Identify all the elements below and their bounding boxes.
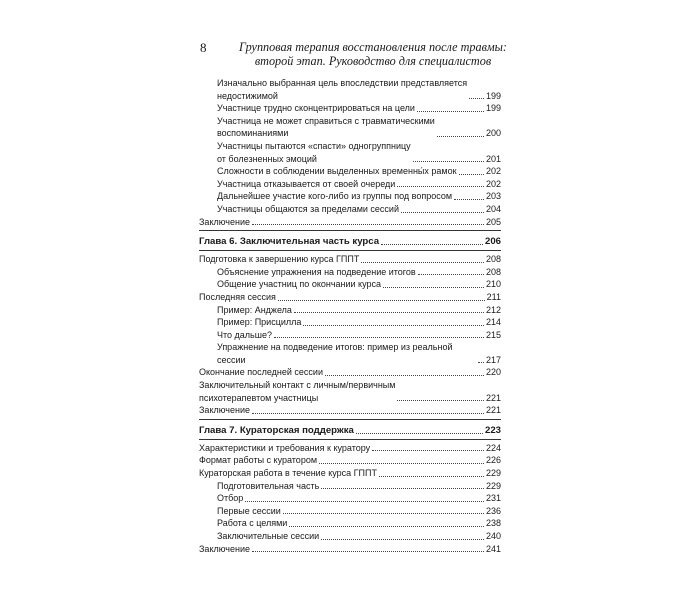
- dot-leader: [469, 98, 484, 99]
- toc-chapter-heading: [199, 235, 501, 248]
- toc-entry: [199, 329, 501, 342]
- toc-entry-title: Последняя сессия: [199, 291, 276, 302]
- divider: [199, 439, 501, 440]
- toc-entry-page: 220: [485, 367, 501, 378]
- toc-entry-page: 215: [485, 329, 501, 340]
- toc-entry-page: 202: [485, 166, 501, 177]
- toc-entry-title: Подготовка к завершению курса ГППТ: [199, 254, 360, 265]
- dot-leader: [321, 539, 484, 540]
- toc-chapter-page: 206: [484, 236, 501, 248]
- toc-entry: [199, 304, 501, 317]
- dot-leader: [356, 433, 483, 434]
- toc-entry: [199, 492, 501, 505]
- toc-entry-title: Заключение: [199, 216, 250, 227]
- dot-leader: [478, 362, 484, 363]
- dot-leader: [401, 212, 484, 213]
- toc-entry-title: Характеристики и требования к куратору: [199, 442, 371, 453]
- toc-entry-page: 214: [485, 317, 501, 328]
- dot-leader: [294, 312, 484, 313]
- toc-entry: [199, 291, 501, 304]
- toc-entry-page: 211: [486, 291, 501, 302]
- toc-entry-page: 217: [485, 354, 501, 365]
- toc-entry-title: Изначально выбранная цель впоследствии представляется недостижимой: [217, 78, 468, 101]
- dot-leader: [245, 501, 484, 502]
- toc-entry-page: 241: [485, 543, 501, 554]
- dot-leader: [383, 287, 484, 288]
- toc-entry-title: Упражнение на подведение итогов: пример из реальной сессии: [217, 342, 453, 365]
- dot-leader: [372, 450, 484, 451]
- toc-entry: [199, 530, 501, 543]
- toc-entry-page: 202: [485, 178, 501, 189]
- dot-leader: [289, 526, 484, 527]
- toc-entry: [199, 102, 501, 115]
- toc-entry-page: 203: [485, 191, 501, 202]
- dot-leader: [459, 174, 484, 175]
- dot-leader: [325, 375, 484, 376]
- toc-chapter-title: Глава 6. Заключительная часть курса: [199, 236, 380, 248]
- dot-leader: [303, 325, 484, 326]
- toc-entry: [199, 517, 501, 530]
- toc-entry-page: 210: [485, 279, 501, 290]
- toc-entry-title: Дальнейшее участие кого-либо из группы под вопросом: [217, 191, 453, 202]
- toc-entry-title: Пример: Анджела: [217, 304, 292, 315]
- toc-entry-page: 208: [485, 266, 501, 277]
- dot-leader: [252, 224, 484, 225]
- toc-entry-page: 208: [485, 254, 501, 265]
- toc-entry-title: Заключительный контакт с личным/первичным психотерапевтом участницы: [199, 380, 396, 403]
- toc-entry-page: 231: [485, 493, 501, 504]
- toc-entry-page: 199: [485, 90, 501, 101]
- toc-entry-page: 229: [485, 468, 501, 479]
- toc-entry-page: 229: [485, 480, 501, 491]
- dot-leader: [454, 199, 484, 200]
- divider: [199, 230, 501, 231]
- dot-leader: [319, 463, 484, 464]
- toc-entry-title: Сложности в соблюдении выделенных временны́х рамок: [217, 166, 457, 177]
- table-of-contents: [199, 77, 501, 555]
- divider: [199, 419, 501, 420]
- dot-leader: [417, 111, 484, 112]
- toc-entry-title: Отбор: [217, 493, 244, 504]
- toc-entry-title: Участница отказывается от своей очереди: [217, 178, 396, 189]
- toc-entry-title: Кураторская работа в течение курса ГППТ: [199, 468, 377, 479]
- toc-entry-title: Что дальше?: [217, 329, 272, 340]
- toc-entry: [199, 467, 501, 480]
- dot-leader: [397, 400, 484, 401]
- dot-leader: [379, 476, 484, 477]
- toc-entry: [199, 278, 501, 291]
- toc-entry: [199, 442, 501, 455]
- toc-entry: [199, 505, 501, 518]
- dot-leader: [418, 274, 484, 275]
- toc-entry: [199, 266, 501, 279]
- dot-leader: [274, 337, 484, 338]
- dot-leader: [381, 244, 483, 245]
- toc-entry-title: Окончание последней сессии: [199, 367, 323, 378]
- toc-entry-title: Пример: Присцилла: [217, 317, 302, 328]
- toc-chapter-page: 223: [484, 424, 501, 436]
- dot-leader: [283, 513, 484, 514]
- toc-entry-title: Первые сессии: [217, 505, 281, 516]
- toc-entry: [199, 341, 501, 366]
- toc-entry: [199, 543, 501, 556]
- toc-entry-page: 212: [485, 304, 501, 315]
- toc-entry-page: 224: [485, 442, 501, 453]
- running-head-line-1: Групповая терапия восстановления после травмы:: [239, 40, 507, 54]
- toc-entry-title: Подготовительная часть: [217, 480, 320, 491]
- toc-entry-page: 205: [485, 216, 501, 227]
- toc-chapter-heading: [199, 424, 501, 437]
- toc-entry-page: 201: [485, 153, 501, 164]
- toc-entry: [199, 379, 501, 404]
- dot-leader: [413, 161, 484, 162]
- toc-entry-title: Участница не может справиться с травматическими воспоминаниями: [217, 115, 435, 139]
- toc-entry: [199, 115, 501, 140]
- toc-entry: [199, 454, 501, 467]
- toc-entry: [199, 165, 501, 178]
- toc-entry-title: Участницы общаются за пределами сессий: [217, 203, 399, 214]
- toc-entry-title: Заключительные сессии: [217, 531, 320, 541]
- page-number: 8: [200, 40, 207, 55]
- divider: [199, 250, 501, 251]
- dot-leader: [321, 488, 484, 489]
- running-head-line-2: второй этап. Руководство для специалистов: [254, 54, 492, 68]
- toc-entry: [199, 190, 501, 203]
- toc-entry-page: 200: [485, 128, 501, 139]
- toc-entry: [199, 404, 501, 417]
- toc-entry: [199, 216, 501, 229]
- toc-entry: [199, 480, 501, 493]
- toc-chapter-title: Глава 7. Кураторская поддержка: [199, 424, 354, 436]
- toc-entry-page: 199: [485, 103, 501, 114]
- toc-entry-title: Участнице трудно сконцентрироваться на цели: [217, 103, 415, 114]
- dot-leader: [252, 413, 484, 414]
- toc-entry-title: Заключение: [199, 543, 250, 554]
- toc-entry: [199, 366, 501, 379]
- toc-entry: [199, 140, 501, 165]
- dot-leader: [397, 186, 484, 187]
- toc-entry-page: 221: [485, 405, 501, 416]
- toc-entry: [199, 253, 501, 266]
- toc-entry-page: 221: [485, 392, 501, 403]
- toc-entry-title: Заключение: [199, 405, 250, 416]
- toc-entry-page: 226: [485, 455, 501, 466]
- dot-leader: [252, 551, 484, 552]
- toc-entry-page: 236: [485, 505, 501, 516]
- toc-entry-title: Работа с целями: [217, 518, 288, 529]
- dot-leader: [361, 262, 484, 263]
- toc-entry: [199, 316, 501, 329]
- toc-entry-title: Объяснение упражнения на подведение итогов: [217, 266, 416, 277]
- toc-entry-page: 238: [485, 518, 501, 529]
- toc-entry: [199, 77, 501, 102]
- toc-entry: [199, 178, 501, 191]
- toc-entry-title: Формат работы с куратором: [199, 455, 318, 466]
- running-head: [233, 40, 513, 68]
- dot-leader: [437, 136, 484, 137]
- toc-entry-page: 204: [485, 203, 501, 214]
- toc-entry-page: 240: [485, 531, 501, 541]
- dot-leader: [278, 300, 485, 301]
- toc-entry-title: Участницы пытаются «спасти» одногруппницу от болезненных эмоций: [217, 140, 411, 164]
- toc-entry: [199, 203, 501, 216]
- toc-entry-title: Общение участниц по окончании курса: [217, 279, 382, 290]
